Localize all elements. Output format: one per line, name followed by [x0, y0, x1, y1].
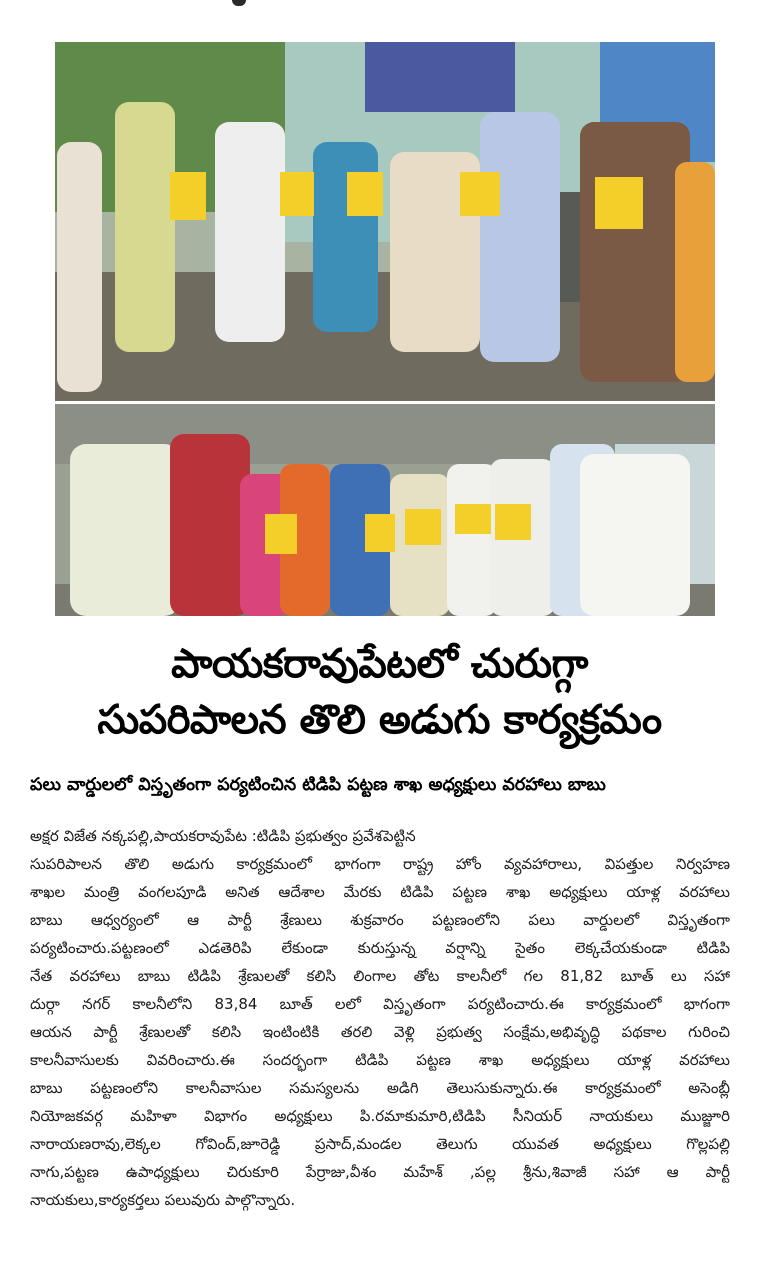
article-line: సుపరిపాలన తొలి అడుగు కార్యక్రమంలో భాగంగా రాష్ట్ర హోం వ్యవహారాలు, విపత్తుల నిర్వహణ: [30, 855, 730, 873]
article-line: బాబు ఆధ్వర్యంలో ఆ పార్టీ శ్రేణులు శుక్రవారం పట్టణంలోని పలు వార్డులలో విస్తృతంగా: [30, 911, 730, 929]
news-photo-1: [55, 42, 715, 401]
article-line: నాయకులు,కార్యకర్తలు పలువురు పాల్గొన్నారు.: [30, 1191, 296, 1209]
article-line: పర్యటించారు.పట్టణంలో ఎడతెరిపి లేకుండా కురుస్తున్న వర్షాన్ని సైతం లెక్కచేయకుండా టిడిపి: [30, 939, 730, 957]
article-body: [30, 822, 730, 1214]
article-line: ఆయన పార్టీ శ్రేణులతో కలిసి ఇంటింటికి తరలి వెళ్లి ప్రభుత్వ సంక్షేమ,అభివృద్ధి పథకాల గురించి: [30, 1023, 730, 1041]
article-line: కాలనీవాసులకు వివరించారు.ఈ సందర్భంగా టిడిపి పట్టణ శాఖ అధ్యక్షులు యాళ్ల వరహాలు: [30, 1051, 730, 1069]
headline-line-2: సుపరిపాలన తొలి అడుగు కార్యక్రమం: [97, 697, 662, 743]
article-line: నియోజకవర్గ మహిళా విభాగం అధ్యక్షులు పి.రమాకుమారి,టిడిపి సీనియర్ నాయకులు ముజ్జూరి: [30, 1107, 730, 1125]
article-line: నాగు,పట్టణ ఉపాధ్యక్షులు చిరుకూరి పేర్రాజు,వీశం మహేశ్ ,పల్ల శ్రీను,శివాజీ సహా ఆ పార్టీ: [30, 1163, 730, 1181]
top-edge-fragment: [0, 0, 759, 10]
article-line: నేత వరహాలు బాబు టిడిపి శ్రేణులతో కలిసి లింగాల తోట కాలనీలో గల 81,82 బూత్ లు సహా: [30, 967, 730, 985]
article-line: శాఖల మంత్రి వంగలపూడి అనిత ఆదేశాల మేరకు టిడిపి పట్టణ శాఖ అధ్యక్షులు యాళ్ల వరహాలు: [30, 883, 730, 901]
subheadline: పలు వార్డులలో విస్తృతంగా పర్యటించిన టిడిపి పట్టణ శాఖ అధ్యక్షులు వరహాలు బాబు: [30, 775, 606, 795]
article-line: నారాయణరావు,లెక్కల గోవింద్,జూరెడ్డి ప్రసాద్,మండల తెలుగు యువత అధ్యక్షులు గొల్లపల్లి: [30, 1135, 730, 1153]
article-line: దుర్గా నగర్ కాలనీలోని 83,84 బూత్ లలో విస్తృతంగా పర్యటించారు.ఈ కార్యక్రమంలో భాగంగా: [30, 995, 730, 1013]
article-line: బాబు పట్టణంలోని కాలనీవాసుల సమస్యలను అడిగి తెలుసుకున్నారు.ఈ కార్యక్రమంలో అసెంబ్లీ: [30, 1079, 730, 1097]
headline-line-1: పాయకరావుపేటలో చురుగ్గా: [171, 641, 588, 687]
article-line: అక్షర విజేత నక్కపల్లి,పాయకరావుపేట :టిడిపి ప్రభుత్వం ప్రవేశపెట్టిన: [30, 827, 416, 845]
news-photo-2: [55, 404, 715, 616]
